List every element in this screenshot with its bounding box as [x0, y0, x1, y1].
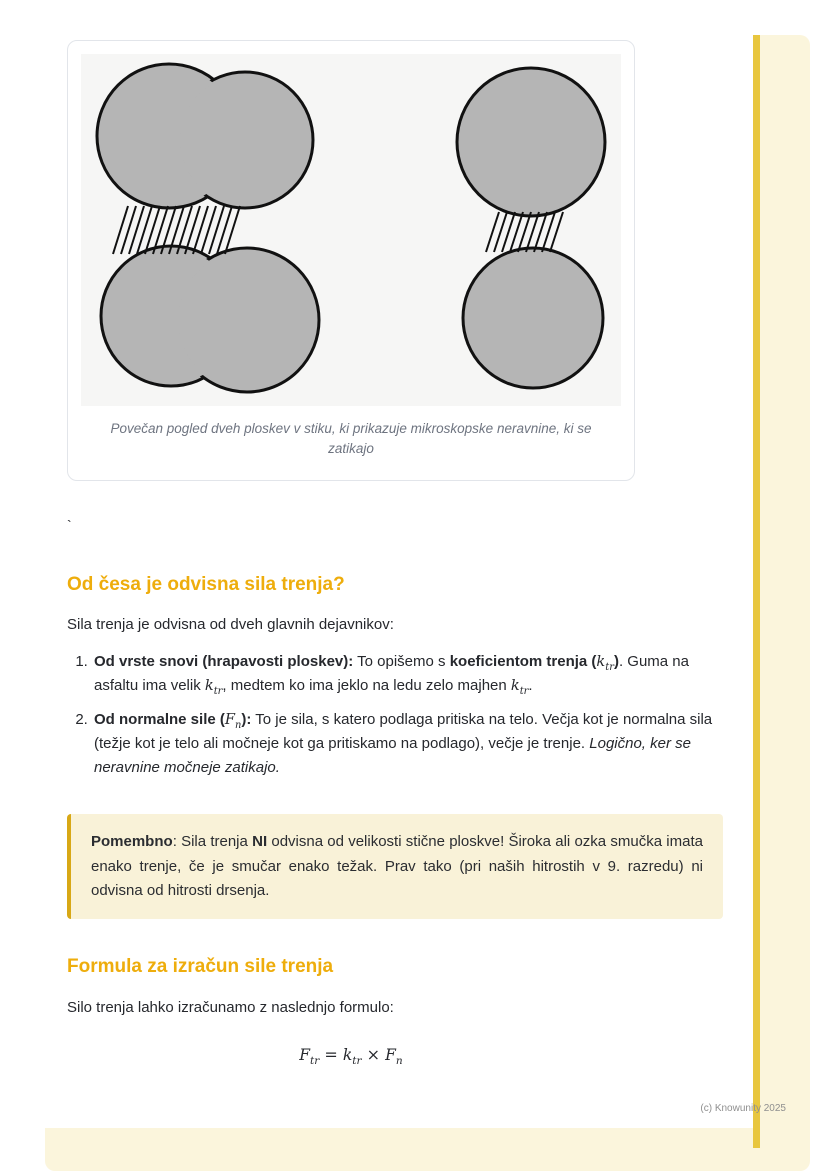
- factors-intro: Sila trenja je odvisna od dveh glavnih dejavnikov:: [67, 616, 394, 634]
- formula-intro: Silo trenja lahko izračunamo z naslednjo formulo:: [67, 999, 394, 1017]
- right-top-surface: [457, 68, 605, 216]
- factors-list-item-2: [92, 708, 723, 780]
- callout-text: Pomembno: Sila trenja NI odvisna od velikosti stične ploskve! Široka ali ozka smučka imata enako trenje, če je smučar enako težak. Prav tako (pri naših hitrostih v 9. razredu) ni odvisna od hitrosti drsenja.: [91, 833, 703, 900]
- page-edge-accent: [753, 35, 760, 1148]
- section-heading-formula: Formula za izračun sile trenja: [67, 956, 334, 978]
- figure-caption: Povečan pogled dveh ploskev v stiku, ki prikazuje mikroskopske neravnine, ki se zatikajo: [110, 421, 592, 457]
- friction-formula: $F_{tr} = k_{tr} \times F_n$: [299, 1045, 403, 1068]
- list-item-text: Od normalne sile $(F_n)$: To je sila, s katero podlaga pritiska na telo. Večja kot je normalna sila (težje kot je telo ali močneje kot ga pritiskamo na podlago), večje je trenje. Logično, ker se neravnine močneje zatikajo.: [94, 711, 713, 777]
- factors-list: [67, 650, 723, 780]
- section-heading-factors: Od česa je odvisna sila trenja?: [67, 573, 345, 595]
- left-bottom-surface: [101, 246, 319, 392]
- factors-list-item-1: [92, 650, 723, 698]
- left-top-surface: [97, 64, 313, 208]
- page-backdrop: [45, 35, 810, 1171]
- right-bottom-surface: [463, 248, 603, 388]
- list-item-text: Od vrste snovi (hrapavosti ploskev): To opišemo s koeficientom trenja $(k_{tr})$. Guma na asfaltu ima velik $k_{tr}$, medtem ko ima jeklo na ledu zelo majhen $k_{tr}$.: [94, 653, 689, 698]
- stray-backtick: `: [67, 516, 72, 533]
- document-page: [45, 35, 753, 1128]
- friction-surfaces-illustration: [81, 54, 621, 406]
- watermark: (c) Knowunity 2025: [700, 1103, 786, 1114]
- figure-card: [67, 40, 635, 481]
- important-callout: [67, 814, 723, 919]
